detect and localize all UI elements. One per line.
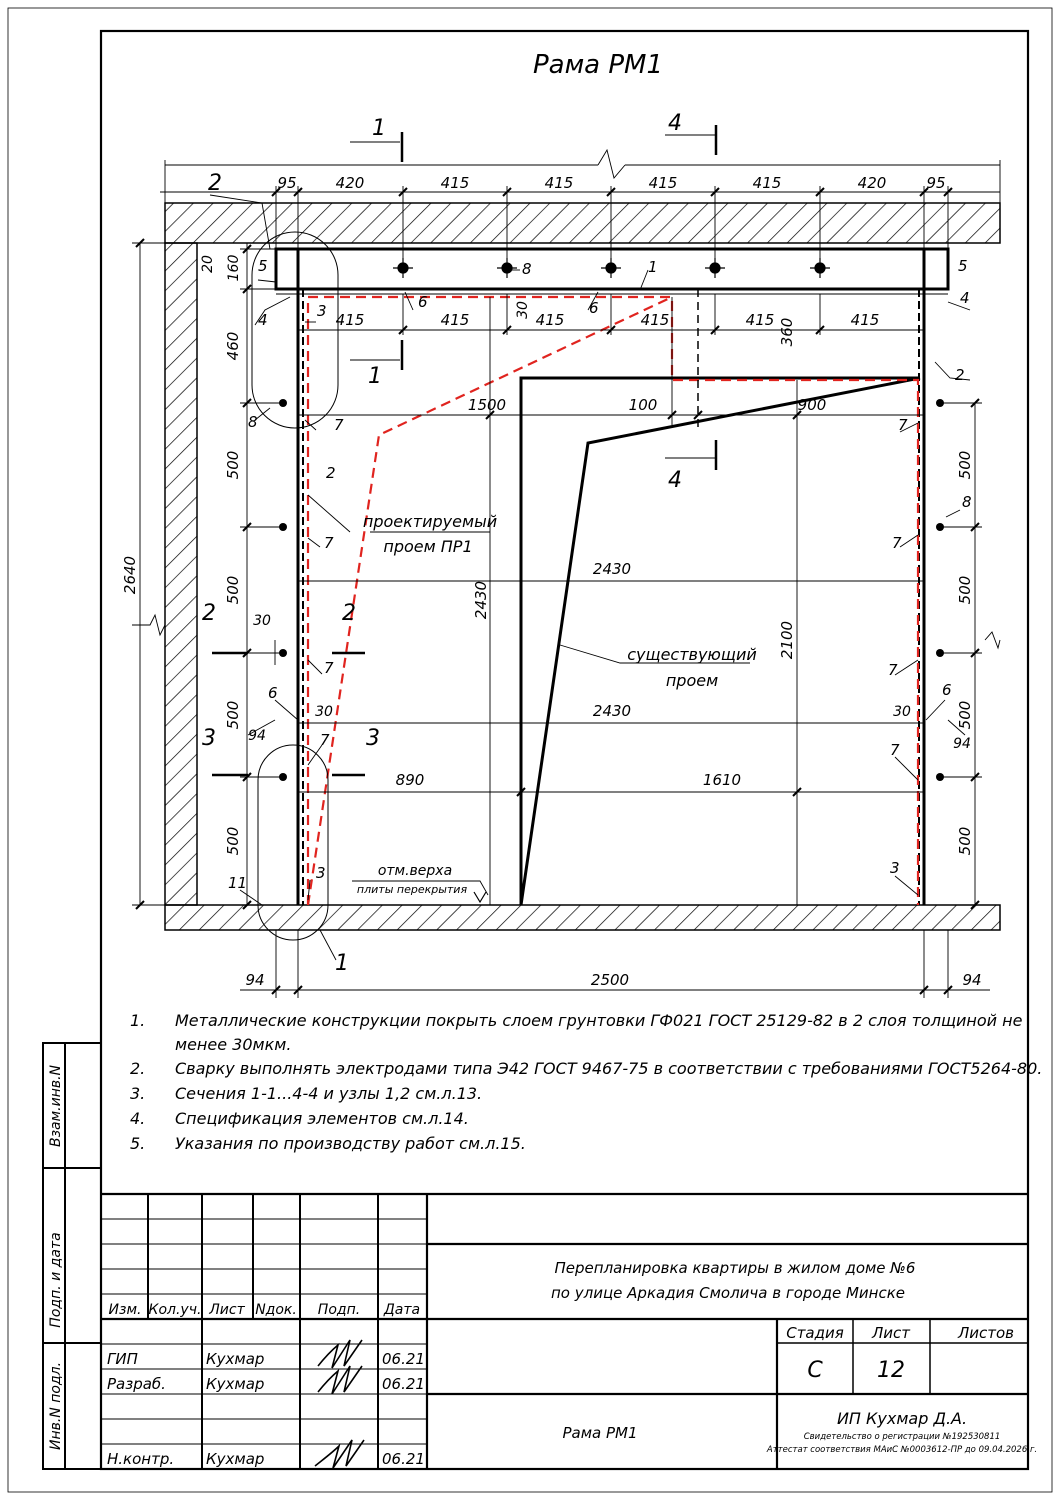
row-gip-role: ГИП [107,1350,138,1368]
dim-right-2: 500 [956,700,974,730]
dim-left-500c: 500 [224,700,242,730]
section-4-bottom: 4 [668,468,682,493]
dim-1500: 1500 [467,396,507,414]
dim-top-5: 415 [752,174,782,192]
note-1-num: 1. [130,1011,146,1030]
side-stamp-podp: Подп. и дата [48,1232,64,1328]
section-3-right: 3 [366,726,380,751]
section-3-left: 3 [202,726,216,751]
stage-value: С [807,1358,823,1383]
callout-4-right: 4 [960,289,970,307]
section-2-left: 2 [202,601,216,626]
row-nkontr-name: Кухмар [206,1450,265,1468]
dim-inner-0: 415 [335,311,365,329]
dim-overall-height: 2640 [121,555,139,595]
callout-7-h: 7 [890,741,900,759]
callout-6-right: 6 [942,681,952,699]
note-2-num: 2. [130,1059,146,1078]
note-3-line-1: Сечения 1-1...4-4 и узлы 1,2 см.л.13. [175,1084,483,1103]
proposed-opening-label-2: проем ПР1 [383,537,473,556]
callout-11: 11 [228,874,248,892]
signature-2 [318,1366,362,1394]
dim-100: 100 [628,396,658,414]
row-nkontr-date: 06.21 [382,1450,425,1468]
section-2-right: 2 [342,601,356,626]
callout-1-beam: 1 [648,258,658,276]
dim-top-2: 415 [440,174,470,192]
bottom-slab [165,905,1000,930]
dim-top-6: 420 [857,174,887,192]
dim-30-left: 30 [253,613,271,629]
existing-opening-label-2: проем [665,671,719,690]
section-4-top: 4 [668,111,682,136]
callout-7-c: 7 [324,659,334,677]
callouts [208,171,972,976]
callout-8-top: 8 [522,260,532,278]
row-razrab-name: Кухмар [206,1375,265,1393]
right-post [919,289,924,905]
callout-6-b: 6 [589,299,599,317]
note-2-line-1: Сварку выполнять электродами типа Э42 ГОСТ 9467-75 в соответствии с требованиями ГОСТ5264-80. [175,1059,1043,1078]
note-4-line-1: Спецификация элементов см.л.14. [175,1109,469,1128]
dim-top-1: 420 [335,174,365,192]
dim-1610: 1610 [702,771,742,789]
existing-opening [521,378,920,905]
callout-7-a: 7 [334,416,344,434]
section-1-top: 1 [372,116,386,141]
side-stamp-vzam: Взам.инв.N [48,1064,64,1148]
callout-7-e: 7 [898,416,908,434]
hdr-podp: Подп. [317,1302,361,1318]
elevation-label-1: отм.верха [377,863,453,879]
dim-left-500d: 500 [224,826,242,856]
proposed-opening-label-1: проектируемый [362,512,498,531]
note-3-num: 3. [130,1084,146,1103]
dimension-lines [132,150,1000,998]
dim-inner-5: 415 [850,311,880,329]
dim-right-3: 500 [956,826,974,856]
project-title-line-1: Перепланировка квартиры в жилом доме №6 [554,1259,916,1277]
row-gip-name: Кухмар [206,1350,265,1368]
dim-inner-1: 415 [440,311,470,329]
dim-top-7: 95 [926,174,946,192]
sheet-value: 12 [877,1358,905,1383]
row-razrab-date: 06.21 [382,1375,425,1393]
dim-2430-a: 2430 [592,560,632,578]
dim-890: 890 [395,771,425,789]
callout-3-bottom-right: 3 [890,859,900,877]
dim-inner-4: 415 [745,311,775,329]
dim-30-right: 30 [893,704,911,720]
callout-8-right: 8 [962,493,972,511]
dim-94-left: 94 [248,728,266,744]
drawing-name: Рама РМ1 [562,1424,638,1442]
note-1-line-1: Металлические конструкции покрыть слоем грунтовки ГФ021 ГОСТ 25129-82 в 2 слоя толщиной не [175,1011,1023,1030]
callout-4-left: 4 [258,311,268,329]
elevation-label-2: плиты перекрытия [356,883,468,896]
hdr-ndok: Nдок. [255,1302,297,1318]
dim-bottom-left: 94 [245,971,265,989]
hdr-koluch: Кол.уч. [148,1302,202,1318]
dim-right-1: 500 [956,575,974,605]
section-1-bottom: 1 [368,364,382,389]
sheet-label: Лист [871,1324,911,1342]
org-name: ИП Кухмар Д.А. [836,1409,968,1428]
dim-top-0: 95 [277,174,297,192]
dim-2430-b: 2430 [592,702,632,720]
side-stamp-inv: Инв.N подл. [48,1361,64,1451]
hdr-izm: Изм. [108,1302,142,1318]
callout-3-top: 3 [317,302,327,320]
dim-left-500a: 500 [224,450,242,480]
hdr-data: Дата [383,1302,421,1318]
dimension-ticks [136,188,982,994]
callout-3-bottom-left: 3 [316,864,326,882]
note-5-num: 5. [130,1134,146,1153]
dim-left-460: 460 [224,331,242,361]
top-dim-texts [277,174,945,192]
row-razrab-role: Разраб. [107,1375,166,1393]
node-2-callout: 2 [208,171,222,196]
note-4-num: 4. [130,1109,146,1128]
bottom-dim-texts [245,971,981,989]
left-wall [165,243,197,905]
callout-6-a: 6 [418,293,428,311]
dim-left-20: 20 [200,255,216,273]
notes [130,1011,1042,1153]
callout-7-d: 7 [320,731,330,749]
callout-7-b: 7 [324,534,334,552]
node-outlines [252,232,338,940]
org-cert-1: Свидетельство о регистрации №192530811 [803,1432,1001,1442]
callout-6-left: 6 [268,684,278,702]
annotations [357,512,757,902]
proposed-opening [308,297,918,905]
left-post [298,289,303,905]
row-gip-date: 06.21 [382,1350,425,1368]
dim-30-top: 30 [515,301,531,319]
dim-30-mid: 30 [315,704,333,720]
note-1-line-2: менее 30мкм. [175,1035,292,1054]
callout-5-left: 5 [258,257,268,275]
row-nkontr-role: Н.контр. [107,1450,175,1468]
dim-bottom-mid: 2500 [590,971,630,989]
top-slab [165,203,1000,243]
dim-top-4: 415 [648,174,678,192]
interior-dim-texts [248,301,971,789]
existing-opening-label-1: существующий [627,645,757,664]
callout-8-left: 8 [248,413,258,431]
node-1-callout: 1 [335,951,349,976]
dim-360: 360 [778,317,796,347]
dim-inner-2: 415 [535,311,565,329]
callout-2-mid: 2 [326,464,336,482]
dim-900: 900 [797,396,827,414]
dim-left-160: 160 [226,254,242,282]
main-frame [101,31,1028,1469]
project-title-line-2: по улице Аркадия Смолича в городе Минске [550,1284,906,1302]
callout-7-g: 7 [888,661,898,679]
sheets-label: Листов [957,1324,1015,1342]
org-cert-2: Аттестат соответствия МАиС №0003612-ПР до 09.04.2026 г. [766,1445,1038,1455]
callout-2-right: 2 [955,366,965,384]
title-block-headers [109,1302,421,1318]
post-bolts [279,399,944,781]
dim-2100: 2100 [778,620,796,660]
callout-5-right: 5 [958,257,968,275]
dim-left-500b: 500 [224,575,242,605]
dim-bottom-right: 94 [962,971,982,989]
dim-2430-v: 2430 [472,580,490,620]
drawing-title: Рама РМ1 [532,50,664,80]
dim-top-3: 415 [544,174,574,192]
beam-bolts [393,258,830,278]
hdr-list: Лист [209,1302,245,1318]
note-5-line-1: Указания по производству работ см.л.15. [175,1134,526,1153]
dim-inner-3: 415 [640,311,670,329]
dim-94-right: 94 [953,736,971,752]
callout-7-f: 7 [892,534,902,552]
stage-label: Стадия [786,1324,844,1342]
dim-right-0: 500 [956,450,974,480]
